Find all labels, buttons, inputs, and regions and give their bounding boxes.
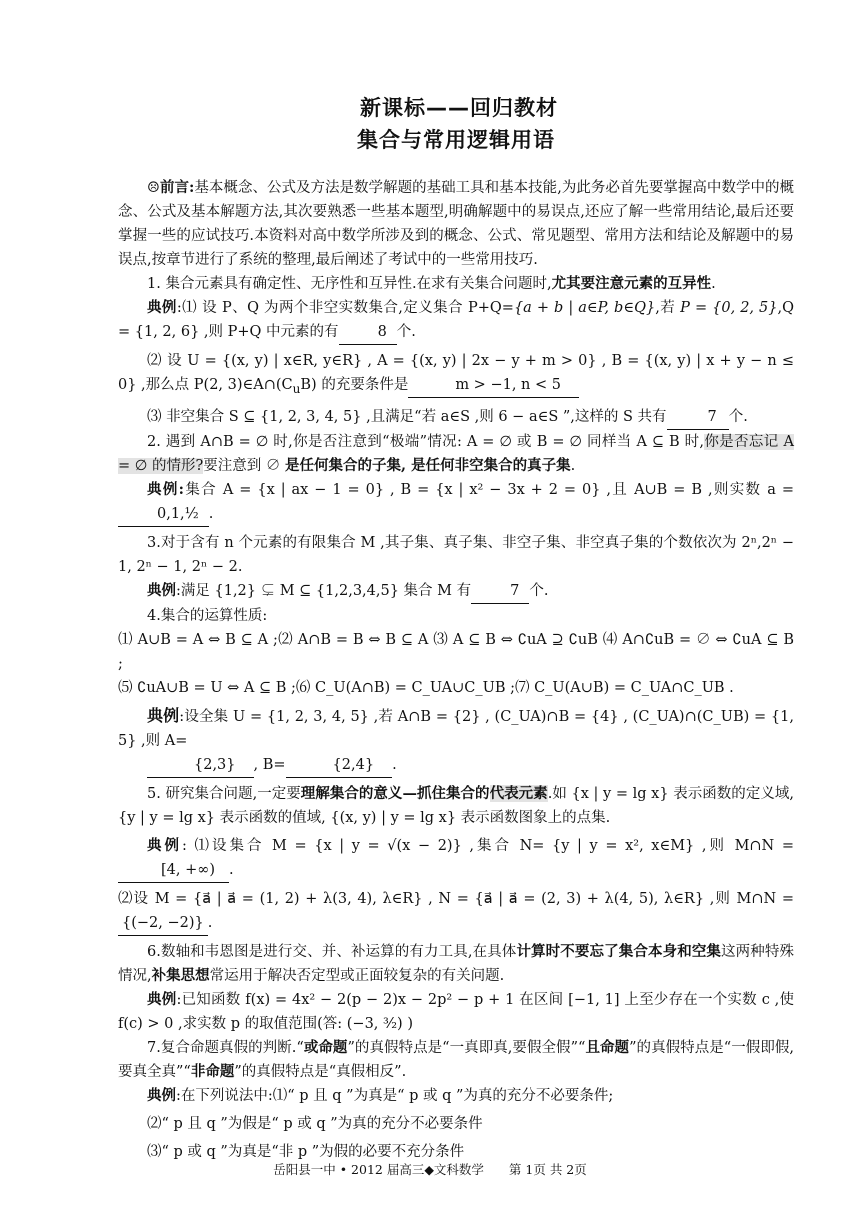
s7-example-1 bbox=[118, 1084, 794, 1108]
s5-bold-highlight: 代表元素 bbox=[489, 784, 548, 802]
section-3: 3.对于含有 n 个元素的有限集合 M ,其子集、真子集、非空子集、非空真子集的个数依次为 2ⁿ,2ⁿ − 1, 2ⁿ − 1, 2ⁿ − 2. bbox=[118, 534, 794, 575]
s4-properties-line-1: ⑴ A∪B = A ⇔ B ⊆ A ;⑵ A∩B = B ⇔ B ⊆ A ⑶ A ⊆ B ⇔ ∁uA ⊇ ∁uB ⑷ A∩∁uB = ∅ ⇔ ∁uA ⊆ B ; bbox=[118, 631, 794, 672]
s5-text-b: .如 {x | y = lg x} 表示函数的定义域, {y | y = lg x} 表示函数的值域, {(x, y) | y = lg x} 表示函数图象上的点集. bbox=[118, 785, 794, 826]
s1-end: . bbox=[711, 276, 716, 292]
s7-text-c: ”的真假特点是“一假即假,要真全真”“ bbox=[118, 1039, 795, 1080]
s6-bold-2: 补集思想 bbox=[151, 966, 210, 984]
s6-text-b: 这两种特殊情况, bbox=[118, 943, 795, 984]
answer-blank: 7 bbox=[471, 579, 529, 604]
s7-text-b: ”的真假特点是“一真即真,要假全假”“ bbox=[347, 1039, 586, 1056]
s6-text-c: 常运用于解决否定型或正面较复杂的有关问题. bbox=[209, 967, 505, 984]
s1-ex2-a: ⑵ 设 U = {(x, y) | x∈R, y∈R} , A = {(x, y) | 2x − y + m > 0} , B = {(x, y) | x + y − n ≤ 0} ,那么点 P(2, 3)∈A∩(C bbox=[118, 353, 794, 393]
s2-text-b: 要注意到 ∅ bbox=[203, 457, 285, 474]
doc-subtitle: 集合与常用逻辑用语 bbox=[357, 128, 555, 152]
s1-ex3-b: 个. bbox=[728, 408, 748, 425]
s7-ex1: :在下列说法中:⑴“ p 且 q ”为真是“ p 或 q ”为真的充分不必要条件; bbox=[176, 1087, 614, 1104]
s3-ex-b: 个. bbox=[529, 582, 549, 599]
s4-properties-line-2: ⑸ ∁uA∪B = U ⇔ A ⊆ B ;⑹ C_U(A∩B) = C_UA∪C_UB ;⑺ C_U(A∪B) = C_UA∩C_UB . bbox=[118, 679, 734, 696]
s2-example bbox=[118, 478, 794, 527]
s5-ex2-a: ⑵设 M = {a⃗ | a⃗ = (1, 2) + λ(3, 4), λ∈R} , N = {a⃗ | a⃗ = (2, 3) + λ(4, 5), λ∈R} ,则 M∩N = bbox=[118, 890, 794, 907]
s7-bold-2: 且命题 bbox=[585, 1038, 630, 1056]
s2-highlight: 你是否忘记 A = ∅ 的情形? bbox=[118, 433, 794, 474]
s1-ex1-b: {a + b | a∈P, b∈Q} bbox=[513, 300, 656, 316]
s1-bold: 尤其要注意元素的互异性 bbox=[551, 275, 712, 292]
s5-bold: 理解集合的意义—抓住集合的 bbox=[300, 784, 490, 802]
s1-text: 1. 集合元素具有确定性、无序性和互异性.在求有关集合问题时, bbox=[147, 276, 552, 292]
s5-example-2 bbox=[118, 887, 794, 936]
s6-ex: :已知函数 f(x) = 4x² − 2(p − 2)x − 2p² − p + 1 在区间 [−1, 1] 上至少存在一个实数 c ,使 f(c) > 0 ,求实数 p 的取值范围(答: (−3, ³⁄₂) ) bbox=[118, 991, 795, 1032]
s7-bold-3: 非命题 bbox=[190, 1062, 235, 1080]
s4-ex-a: :设全集 U = {1, 2, 3, 4, 5} ,若 A∩B = {2} , (C_UA)∩B = {4} , (C_UA)∩(C_UB) = {1, 5} ,则 A= bbox=[118, 708, 794, 749]
document-page bbox=[118, 92, 794, 1164]
s6-bold-1: 计算时不要忘了集合本身和空集 bbox=[516, 942, 722, 960]
doc-title: 新课标——回归教材 bbox=[360, 96, 558, 120]
example-label: 典例 bbox=[147, 990, 177, 1008]
s4-example bbox=[118, 704, 794, 753]
s5-ex2-b: . bbox=[207, 914, 213, 931]
preface-label: 前言: bbox=[160, 179, 195, 196]
doc-body bbox=[118, 176, 794, 1164]
s7-bold-1: 或命题 bbox=[303, 1038, 348, 1056]
s4-example-answers bbox=[118, 753, 794, 778]
answer-blank: {2,4} bbox=[286, 753, 393, 778]
s2-end: . bbox=[570, 457, 576, 474]
page-footer: 岳阳县一中 • 2012 届高三◆文科数学 第 1页 共 2页 bbox=[273, 1162, 587, 1177]
answer-blank: 0,1,½ bbox=[118, 502, 209, 527]
section-2 bbox=[118, 430, 794, 478]
example-label: 典例 bbox=[147, 299, 177, 316]
s5-ex1-a: : ⑴设集合 M = {x | y = √(x − 2)} ,集合 N= {y | y = x², x∈M} ,则 M∩N = bbox=[181, 837, 794, 854]
s1-example-2 bbox=[118, 349, 794, 401]
frown-icon: ☹ bbox=[147, 180, 160, 196]
s2-bold: 是任何集合的子集, 是任何非空集合的真子集 bbox=[285, 456, 571, 474]
section-4-title: 4.集合的运算性质: bbox=[147, 607, 268, 624]
s3-example bbox=[118, 579, 794, 604]
example-label: 典例 bbox=[147, 705, 180, 725]
s3-ex-a: :满足 {1,2} ⊊ M ⊆ {1,2,3,4,5} 集合 M 有 bbox=[176, 582, 472, 599]
example-label: 典例 bbox=[147, 1086, 176, 1104]
answer-blank: 8 bbox=[339, 320, 397, 345]
s2-ex-b: . bbox=[208, 505, 214, 522]
s7-text-d: ”的真假特点是“真假相反”. bbox=[234, 1063, 407, 1080]
answer-blank: m > −1, n < 5 bbox=[408, 373, 579, 398]
example-label: 典例 bbox=[147, 836, 182, 854]
s1-ex1-a: :⑴ 设 P、Q 为两个非空实数集合,定义集合 P+Q= bbox=[176, 300, 514, 316]
section-6 bbox=[118, 940, 794, 988]
s6-example bbox=[118, 988, 794, 1036]
s1-example-1 bbox=[118, 296, 794, 345]
s5-ex1-b: . bbox=[229, 861, 234, 878]
s5-text-a: 5. 研究集合问题,一定要 bbox=[147, 785, 301, 802]
s6-text-a: 6.数轴和韦恩图是进行交、并、补运算的有力工具,在具体 bbox=[147, 943, 517, 960]
section-1 bbox=[118, 272, 794, 296]
s7-text-a: 7.复合命题真假的判断.“ bbox=[147, 1039, 304, 1056]
s1-example-3 bbox=[118, 405, 794, 430]
s1-ex2-sub: u bbox=[292, 381, 301, 396]
s1-ex1-c: ,若 bbox=[655, 300, 681, 316]
answer-blank: 7 bbox=[667, 405, 729, 430]
s4-ex-b: , B= bbox=[253, 756, 286, 773]
example-label: 典例 bbox=[147, 581, 176, 599]
s1-ex1-f: 个. bbox=[396, 324, 416, 340]
section-5 bbox=[118, 782, 794, 830]
s1-ex2-b: B) 的充要条件是 bbox=[300, 377, 409, 393]
answer-blank: {(−2, −2)} bbox=[118, 911, 208, 936]
preface-text: 基本概念、公式及方法是数学解题的基础工具和基本技能,为此务必首先要掌握高中数学中的概念、公式及基本解题方法,其次要熟悉一些基本题型,明确解题中的易误点,还应了解一些常用结论,最后还要掌握一些的应试技巧.本资料对高中数学所涉及到的概念、公式、常见题型、常用方法和结论及解题中的易误点,按章节进行了系统的整理,最后阐述了考试中的一些常用技巧. bbox=[118, 180, 794, 268]
preface-paragraph bbox=[118, 176, 794, 272]
s1-ex1-e: ,Q = {1, 2, 6} ,则 P+Q 中元素的有 bbox=[118, 300, 795, 340]
example-label: 典例: bbox=[147, 480, 184, 498]
s7-example-3: ⑶“ p 或 q ”为真是“非 p ”为假的必要不充分条件 bbox=[147, 1143, 465, 1160]
s1-ex1-d: P = {0, 2, 5} bbox=[680, 300, 778, 316]
s1-ex3-a: ⑶ 非空集合 S ⊆ {1, 2, 3, 4, 5} ,且满足“若 a∈S ,则 6 − a∈S ”,这样的 S 共有 bbox=[147, 408, 667, 425]
answer-blank: {2,3} bbox=[147, 753, 254, 778]
s2-text-a: 2. 遇到 A∩B = ∅ 时,你是否注意到“极端”情况: A = ∅ 或 B = ∅ 同样当 A ⊆ B 时, bbox=[147, 433, 705, 450]
section-7 bbox=[118, 1036, 794, 1084]
s5-example-1 bbox=[118, 834, 794, 883]
s2-ex-a: 集合 A = {x | ax − 1 = 0} , B = {x | x² − 3x + 2 = 0} ,且 A∪B = B ,则实数 a = bbox=[184, 481, 794, 498]
s7-example-2: ⑵“ p 且 q ”为假是“ p 或 q ”为真的充分不必要条件 bbox=[147, 1115, 483, 1132]
s4-ex-c: . bbox=[392, 756, 397, 773]
answer-blank: [4, +∞) bbox=[118, 858, 229, 883]
